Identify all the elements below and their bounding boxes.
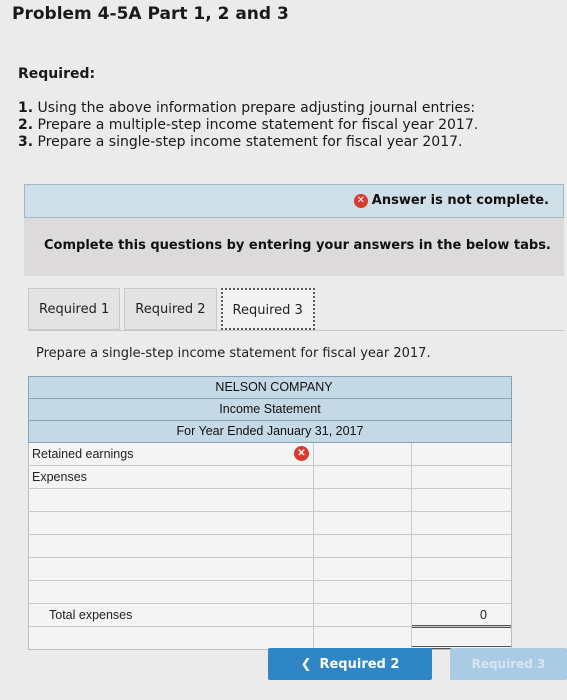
previous-button[interactable] xyxy=(268,648,432,680)
answer-status-text: Answer is not complete. xyxy=(371,193,549,208)
table-row xyxy=(29,489,511,512)
next-button[interactable] xyxy=(450,648,567,680)
statement-period: For Year Ended January 31, 2017 xyxy=(176,424,364,438)
row-label-input[interactable] xyxy=(29,558,314,580)
problem-title: Problem 4-5A Part 1, 2 and 3 xyxy=(12,4,289,24)
tab-required-2[interactable]: Required 2 xyxy=(124,288,216,330)
requirement-number: 1. xyxy=(18,100,34,116)
row-label-input[interactable] xyxy=(29,627,314,649)
row-subtotal-input[interactable] xyxy=(314,466,412,488)
table-row xyxy=(29,512,511,535)
table-row xyxy=(29,581,511,604)
error-icon: ✕ xyxy=(294,446,309,461)
row-amount-input[interactable] xyxy=(412,581,511,603)
row-subtotal-input[interactable] xyxy=(314,489,412,511)
requirement-item xyxy=(18,117,478,134)
previous-button-label: Required 2 xyxy=(319,656,400,672)
row-amount-input[interactable]: 0 xyxy=(412,604,511,626)
instruction-text: Complete this questions by entering your answers in the below tabs. xyxy=(44,238,551,253)
row-subtotal-input[interactable] xyxy=(297,443,412,465)
row-amount-input[interactable] xyxy=(412,558,511,580)
requirement-text: Prepare a single-step income statement for fiscal year 2017. xyxy=(37,134,463,150)
row-label-input[interactable]: Retained earnings xyxy=(29,443,314,465)
requirement-item xyxy=(18,100,478,117)
answer-status-bar xyxy=(24,184,564,218)
requirement-number: 3. xyxy=(18,134,34,150)
requirements-list xyxy=(18,100,478,151)
row-label-input[interactable] xyxy=(29,512,314,534)
x-circle-icon: ✕ xyxy=(354,194,368,208)
row-amount-input[interactable] xyxy=(412,466,511,488)
row-label-input[interactable]: Total expenses xyxy=(29,604,314,626)
answer-status xyxy=(354,193,549,208)
tab-required-1[interactable]: Required 1 xyxy=(28,288,120,330)
next-button-label: Required 3 xyxy=(471,657,546,671)
table-row xyxy=(29,558,511,581)
row-subtotal-input[interactable] xyxy=(314,604,412,626)
income-statement xyxy=(28,376,512,650)
requirement-number: 2. xyxy=(18,117,34,133)
requirement-text: Prepare a multiple-step income statement for fiscal year 2017. xyxy=(37,117,479,133)
statement-title: Income Statement xyxy=(29,399,511,421)
statement-rows xyxy=(28,443,512,650)
table-row xyxy=(29,604,511,627)
tab-bar xyxy=(28,288,319,330)
row-amount-input[interactable] xyxy=(412,512,511,534)
requirement-item xyxy=(18,134,478,151)
instruction-bar xyxy=(24,218,564,276)
row-subtotal-input[interactable] xyxy=(314,535,412,557)
chevron-left-icon: ❮ xyxy=(300,656,312,672)
required-heading: Required: xyxy=(18,66,96,82)
row-label-input[interactable] xyxy=(29,581,314,603)
row-subtotal-input[interactable] xyxy=(314,581,412,603)
row-label-input[interactable] xyxy=(29,535,314,557)
row-subtotal-input[interactable] xyxy=(314,512,412,534)
row-amount-input[interactable] xyxy=(412,627,511,649)
row-subtotal-input[interactable] xyxy=(314,558,412,580)
table-row xyxy=(29,443,511,466)
statement-header xyxy=(28,376,512,443)
row-subtotal-input[interactable] xyxy=(314,627,412,649)
company-name: NELSON COMPANY xyxy=(29,377,511,399)
requirement-text: Using the above information prepare adjusting journal entries: xyxy=(37,100,476,116)
tab-divider xyxy=(28,330,564,331)
table-row xyxy=(29,627,511,649)
row-label-input[interactable]: Expenses xyxy=(29,466,314,488)
row-amount-input[interactable] xyxy=(412,535,511,557)
tab-required-3[interactable]: Required 3 xyxy=(221,288,315,330)
table-row xyxy=(29,466,511,489)
row-amount-input[interactable] xyxy=(412,443,511,465)
row-amount-input[interactable] xyxy=(412,489,511,511)
table-row xyxy=(29,535,511,558)
row-label-input[interactable] xyxy=(29,489,314,511)
tab-prompt: Prepare a single-step income statement for fiscal year 2017. xyxy=(36,346,431,361)
